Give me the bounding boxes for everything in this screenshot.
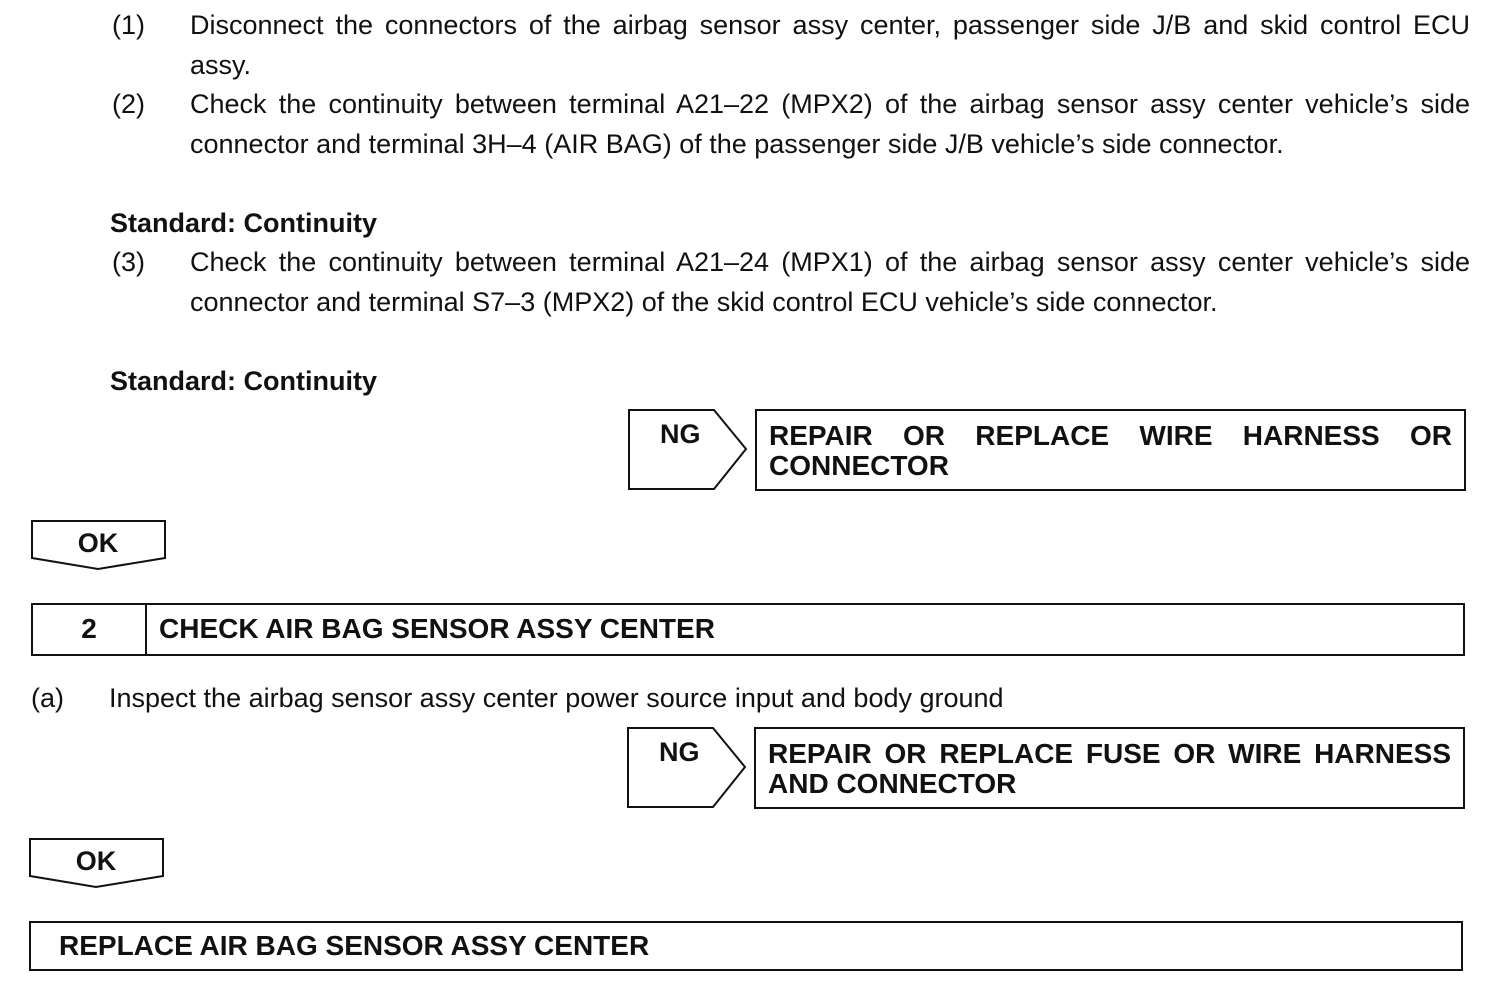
step-text: Inspect the airbag sensor assy center power source input and body ground bbox=[109, 683, 1004, 713]
section-title: CHECK AIR BAG SENSOR ASSY CENTER bbox=[159, 613, 715, 644]
result-text: REPAIR OR REPLACE WIRE HARNESS OR CONNECTOR bbox=[769, 420, 1452, 481]
ng-label: NG bbox=[660, 419, 701, 449]
section-number: 2 bbox=[33, 605, 147, 654]
ng-label: NG bbox=[659, 737, 700, 767]
standard-continuity: Standard: Continuity bbox=[110, 208, 377, 238]
result-box bbox=[755, 409, 1466, 491]
section-header bbox=[31, 603, 1465, 656]
step-text: Check the continuity between terminal A21–24 (MPX1) of the airbag sensor assy center vehicle’s side connector and terminal S7–3 (MPX2) of the skid control ECU vehicle’s side connector. bbox=[190, 247, 1470, 317]
standard-continuity: Standard: Continuity bbox=[110, 366, 377, 396]
step-number: (2) bbox=[112, 89, 145, 119]
final-result-text: REPLACE AIR BAG SENSOR ASSY CENTER bbox=[59, 930, 650, 961]
ok-label: OK bbox=[77, 528, 119, 558]
final-result-box bbox=[29, 921, 1463, 971]
step-text: Check the continuity between terminal A21–22 (MPX2) of the airbag sensor assy center vehicle’s side connector and terminal 3H–4 (AIR BAG) of the passenger side J/B vehicle’s side connector. bbox=[190, 89, 1470, 159]
step-number: (1) bbox=[112, 10, 145, 40]
step-text: Disconnect the connectors of the airbag sensor assy center, passenger side J/B and skid control ECU assy. bbox=[190, 10, 1470, 80]
result-box bbox=[754, 727, 1465, 809]
step-number: (3) bbox=[112, 247, 145, 277]
step-number: (a) bbox=[31, 683, 64, 713]
result-text: REPAIR OR REPLACE FUSE OR WIRE HARNESS AND CONNECTOR bbox=[768, 738, 1451, 799]
ok-label: OK bbox=[75, 846, 117, 876]
